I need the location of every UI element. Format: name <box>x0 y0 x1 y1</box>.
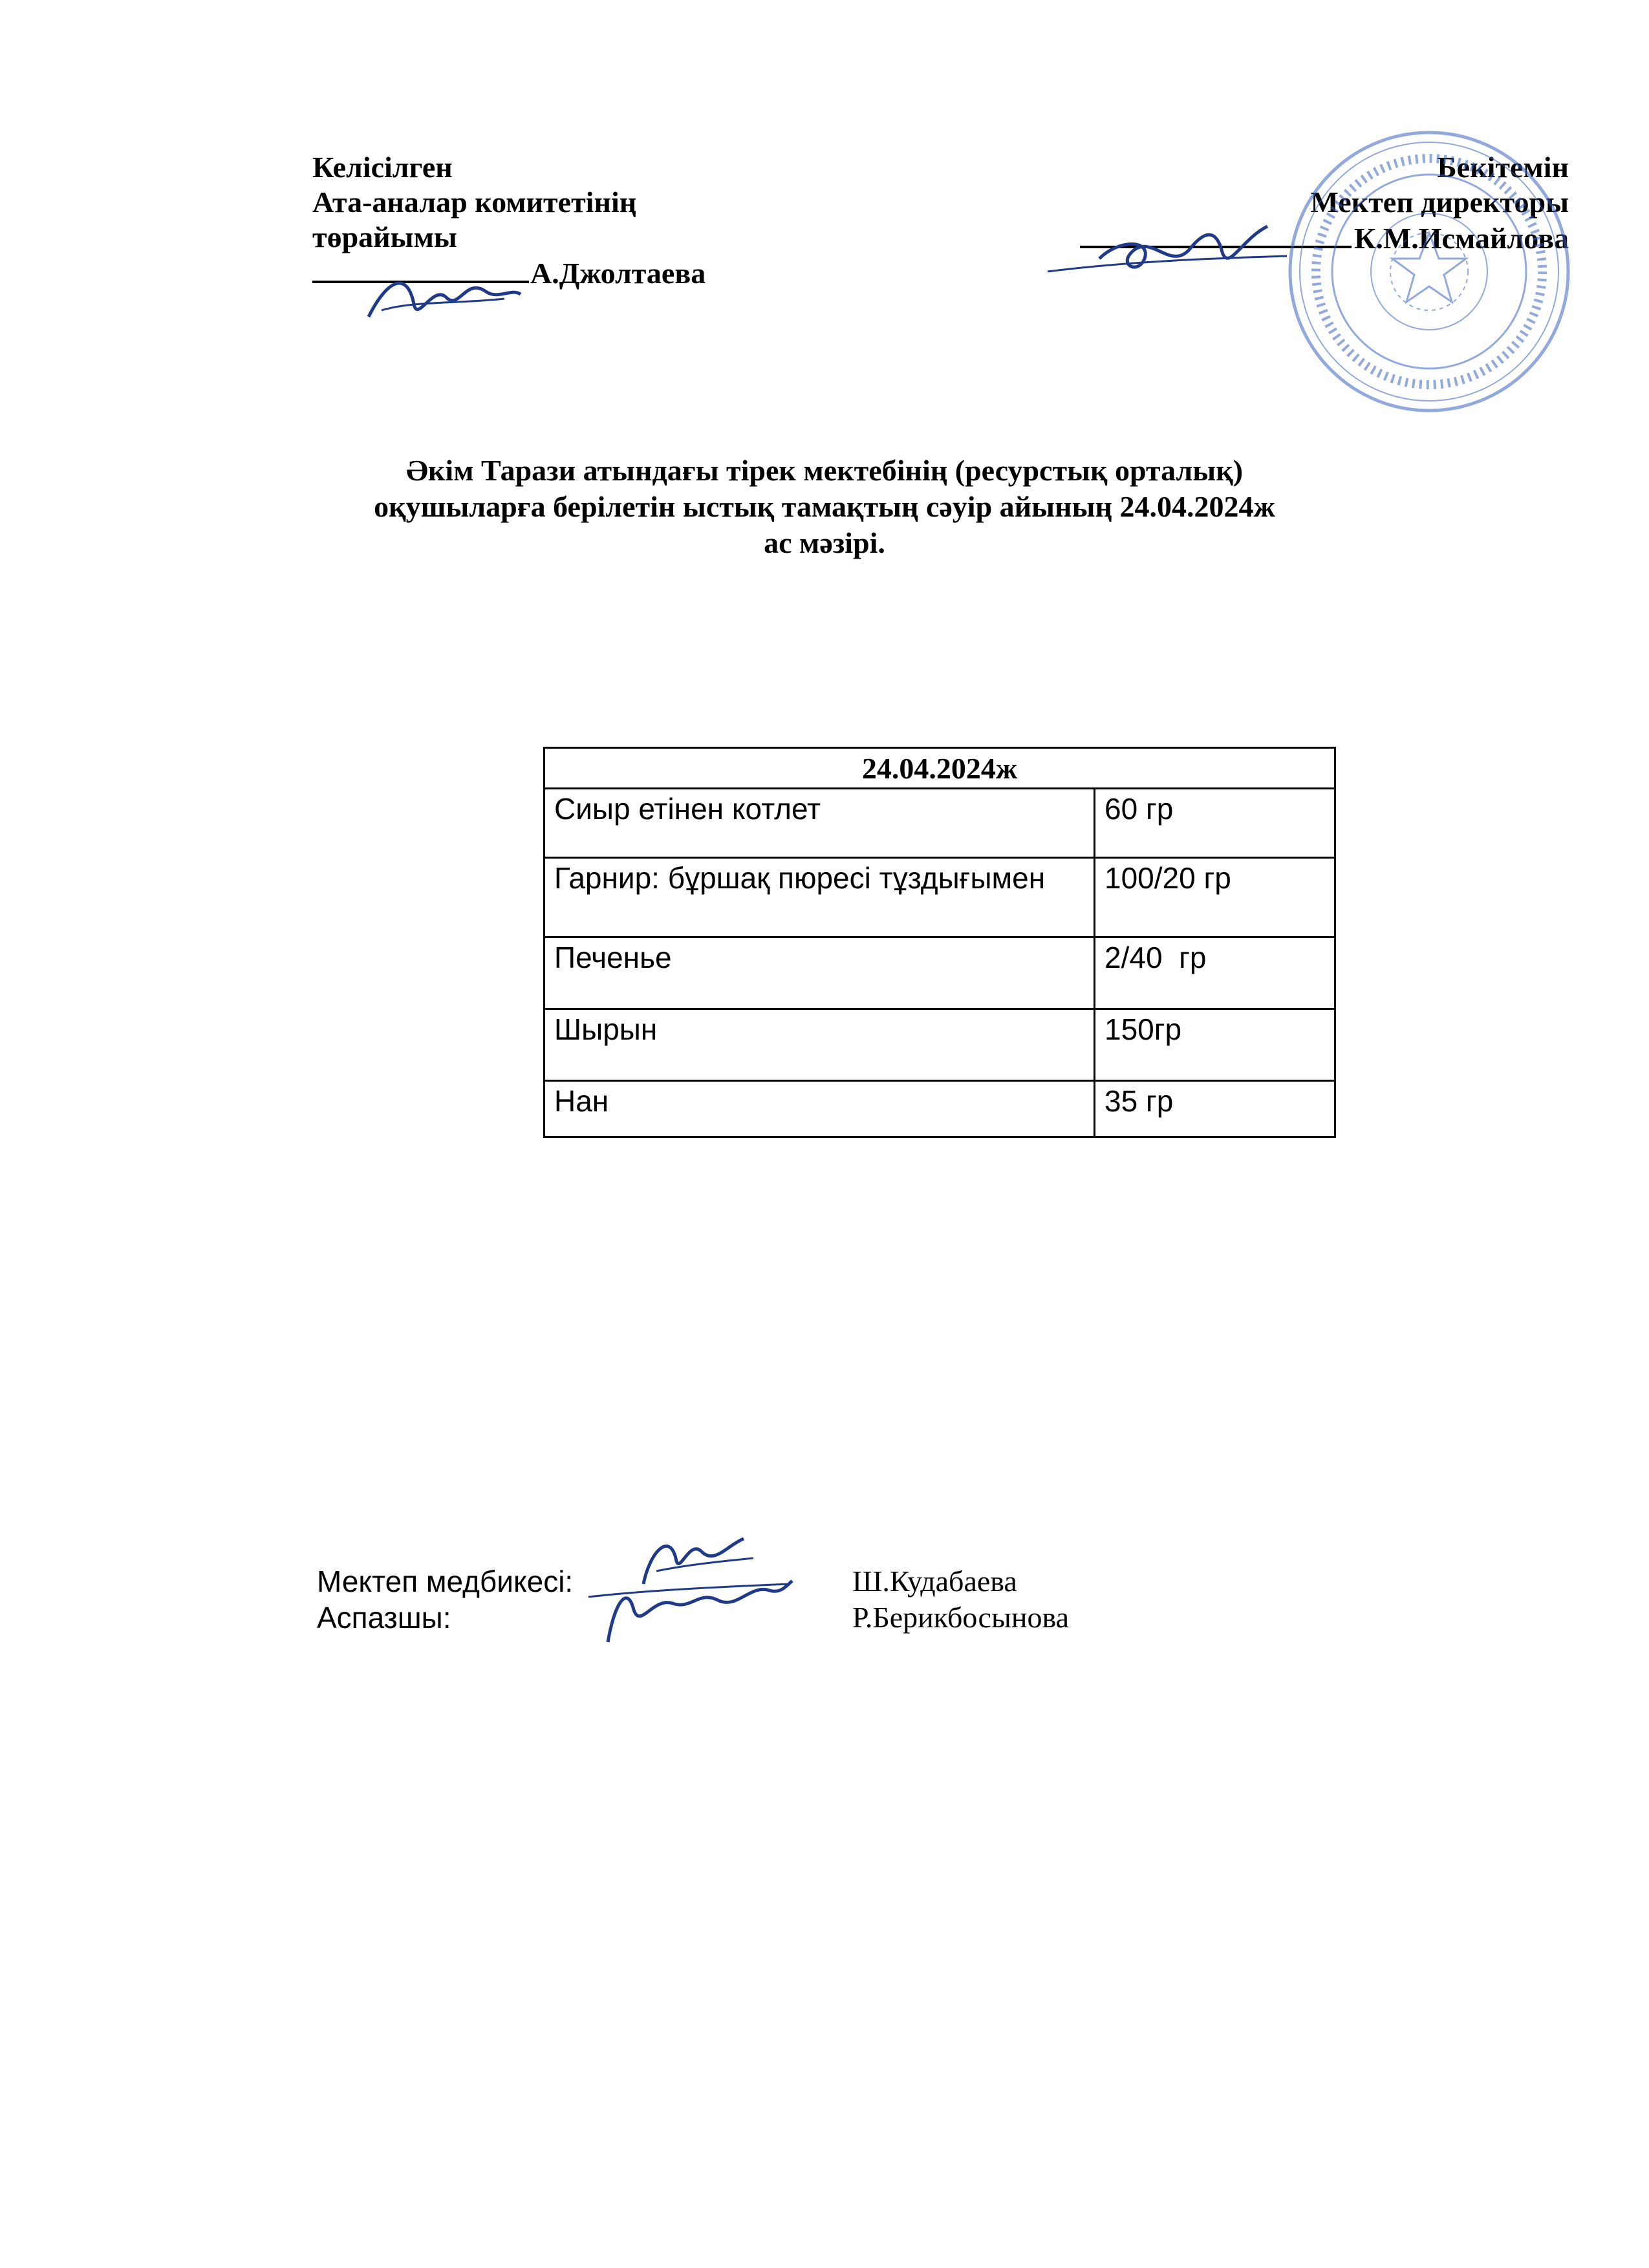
title-line-2: оқушыларға берілетін ыстық тамақтың сәуір айының 24.04.2024ж <box>374 490 1275 523</box>
nurse-name: Ш.Кудабаева <box>852 1565 1017 1598</box>
cook-name: Р.Берикбосынова <box>852 1601 1070 1634</box>
menu-item-name: Сиыр етінен котлет <box>544 789 1095 858</box>
nurse-label: Мектеп медбикесі: <box>317 1565 574 1598</box>
menu-date-header: 24.04.2024ж <box>544 748 1335 789</box>
menu-item-name: Нан <box>544 1081 1095 1137</box>
menu-item-name: Шырын <box>544 1009 1095 1081</box>
menu-item-name: Гарнир: бұршақ пюресі тұздығымен <box>544 858 1095 937</box>
chairperson-name: А.Джолтаева <box>530 257 706 290</box>
director-label: Мектеп директоры <box>1310 186 1569 219</box>
menu-item-amount: 150гр <box>1095 1009 1335 1081</box>
approve-label: Бекітемін <box>1437 151 1569 184</box>
menu-item-name: Печенье <box>544 937 1095 1009</box>
director-signature-icon <box>1022 213 1293 291</box>
cook-signature-icon <box>582 1571 795 1655</box>
menu-item-amount: 60 гр <box>1095 789 1335 858</box>
title-line-1: Әкім Тарази атындағы тірек мектебінің (ресурстық орталық) <box>405 454 1244 487</box>
table-row <box>544 1081 1335 1137</box>
agreed-label: Келісілген <box>312 151 453 184</box>
cook-label: Аспазшы: <box>317 1601 451 1634</box>
chairperson-signature-icon <box>362 265 524 336</box>
document-title <box>0 453 1649 561</box>
menu-table <box>543 747 1336 1138</box>
chairperson-label: төрайымы <box>312 220 457 253</box>
menu-item-amount: 2/40 гр <box>1095 937 1335 1009</box>
menu-item-amount: 100/20 гр <box>1095 858 1335 937</box>
committee-label: Ата-аналар комитетінің <box>312 186 637 219</box>
table-row <box>544 789 1335 858</box>
menu-item-amount: 35 гр <box>1095 1081 1335 1137</box>
official-stamp-icon <box>1284 126 1575 417</box>
table-row <box>544 858 1335 937</box>
director-name: К.М.Исмайлова <box>1354 222 1569 255</box>
table-row <box>544 1009 1335 1081</box>
table-row <box>544 937 1335 1009</box>
title-line-3: ас мәзірі. <box>764 526 885 559</box>
